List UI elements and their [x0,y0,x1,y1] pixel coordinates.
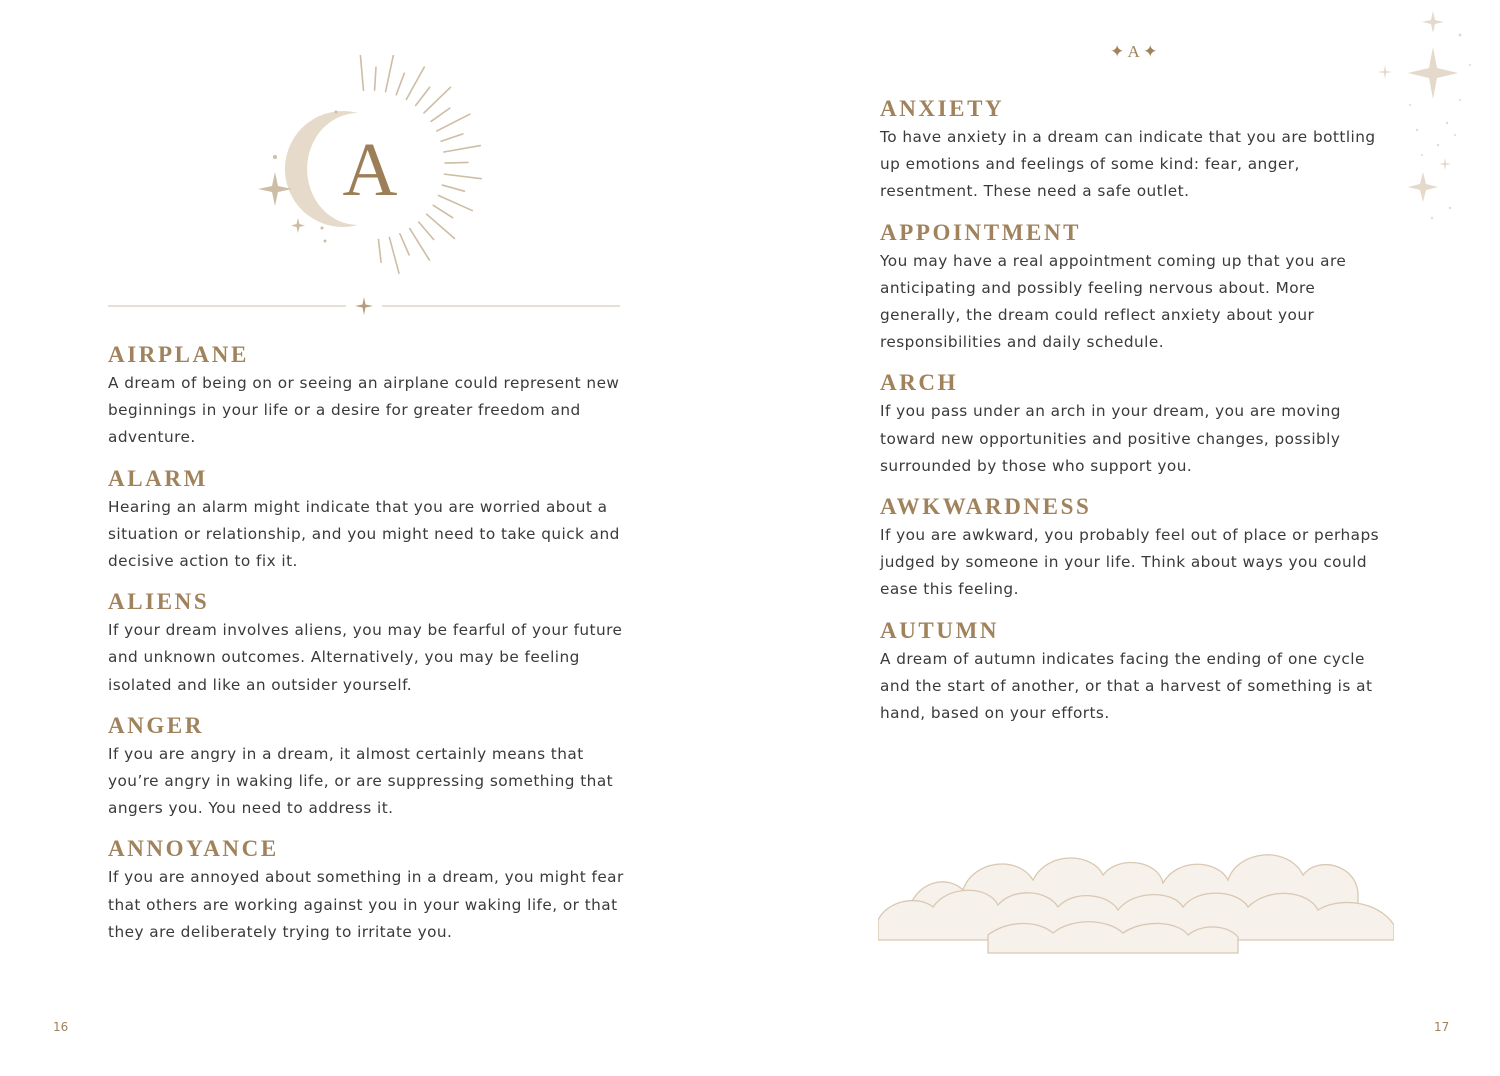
sunburst-ray [437,114,470,131]
entry-text: A dream of autumn indicates facing the ending of one cycle and the start of another, or that a harvest of something is at hand, based on your efforts. [880,649,1373,723]
sunburst-ray [378,240,381,263]
entry-title: ALIENS [108,589,210,615]
cloud-illustration [878,835,1394,965]
sunburst-ray [389,237,399,273]
sunburst-ray [445,162,468,163]
entry-airplane [108,340,628,452]
entry-title: ANNOYANCE [108,836,279,862]
entry-title: ALARM [108,465,208,491]
entry-autumn [880,616,1400,728]
sunburst-ray [433,205,452,217]
entry-text: If you are angry in a dream, it almost certainly means that you’re angry in waking life, or are suppressing something that angers you. You need to address it. [108,744,614,818]
sunburst-ray [427,214,455,238]
entries-list-right [880,94,1400,739]
entry-text: You may have a real appointment coming up that you are anticipating and possibly feeling nervous about. More generally, the dream could reflect anxiety about your responsibilities and daily schedule. [880,251,1347,352]
sunburst-ray [441,134,463,141]
entry-text: If you pass under an arch in your dream, you are moving toward new opportunities and positive changes, possibly surrounded by those who support you. [880,402,1341,475]
entry-text: If your dream involves aliens, you may be fearful of your future and unknown outcomes. Alternatively, you may be feeling isolated and like an outsider yourself. [108,621,623,694]
sunburst-ray [439,196,473,211]
entry-awkwardness [880,492,1400,604]
entry-title: AUTUMN [880,617,1000,643]
crescent-moon-sunburst-icon [250,55,490,280]
entry-text: A dream of being on or seeing an airplane could represent new beginnings in your life or a desire for greater freedom and adventure. [108,374,620,447]
entry-text: Hearing an alarm might indicate that you are worried about a situation or relationship, and you might need to take quick and decisive action to fix it. [108,497,620,571]
entry-anger [108,711,628,823]
sunburst-ray [406,67,424,99]
entry-title: ARCH [880,370,959,396]
entry-text: To have anxiety in a dream can indicate that you are bottling up emotions and feelings of some kind: fear, anger, resentment. These need a safe outlet. [880,128,1376,201]
sunburst-ray [396,73,404,95]
sunburst-ray [442,185,464,191]
sunburst-ray [360,55,363,90]
emblem-letter: A [342,128,398,212]
entry-annoyance [108,834,628,946]
running-head: ✦ A ✦ [1110,42,1158,61]
entry-arch [880,368,1400,480]
sunburst-ray [375,67,376,90]
entry-title: ANXIETY [880,96,1005,121]
sunburst-ray [410,229,430,260]
entry-text: If you are awkward, you probably feel out of place or perhaps judged by someone in your life. Think about ways you could ease this feeling. [880,526,1380,599]
entry-title: AWKWARDNESS [880,494,1092,520]
sunburst-ray [386,55,394,91]
page-number-right: 17 [1434,1020,1450,1034]
entry-title: AIRPLANE [108,342,249,367]
sunburst-ray [444,174,481,179]
entries-list-left [108,340,628,958]
entry-aliens [108,587,628,699]
entry-title: ANGER [108,712,205,738]
sunburst-ray [419,222,434,239]
ornamental-divider [108,294,620,318]
right-page [750,0,1500,1076]
sunburst-ray [416,87,430,105]
entry-alarm [108,464,628,576]
entry-title: APPOINTMENT [880,219,1082,245]
entry-anxiety [880,94,1400,206]
entry-appointment [880,218,1400,357]
sunburst-ray [431,108,450,121]
sunburst-ray [444,146,480,152]
sunburst-ray [424,87,451,113]
page-number-left: 16 [53,1020,69,1034]
sunburst-ray [400,234,409,255]
entry-text: If you are annoyed about something in a dream, you might fear that others are working against you in your waking life, or that they are deliberately trying to irritate you. [108,868,624,941]
